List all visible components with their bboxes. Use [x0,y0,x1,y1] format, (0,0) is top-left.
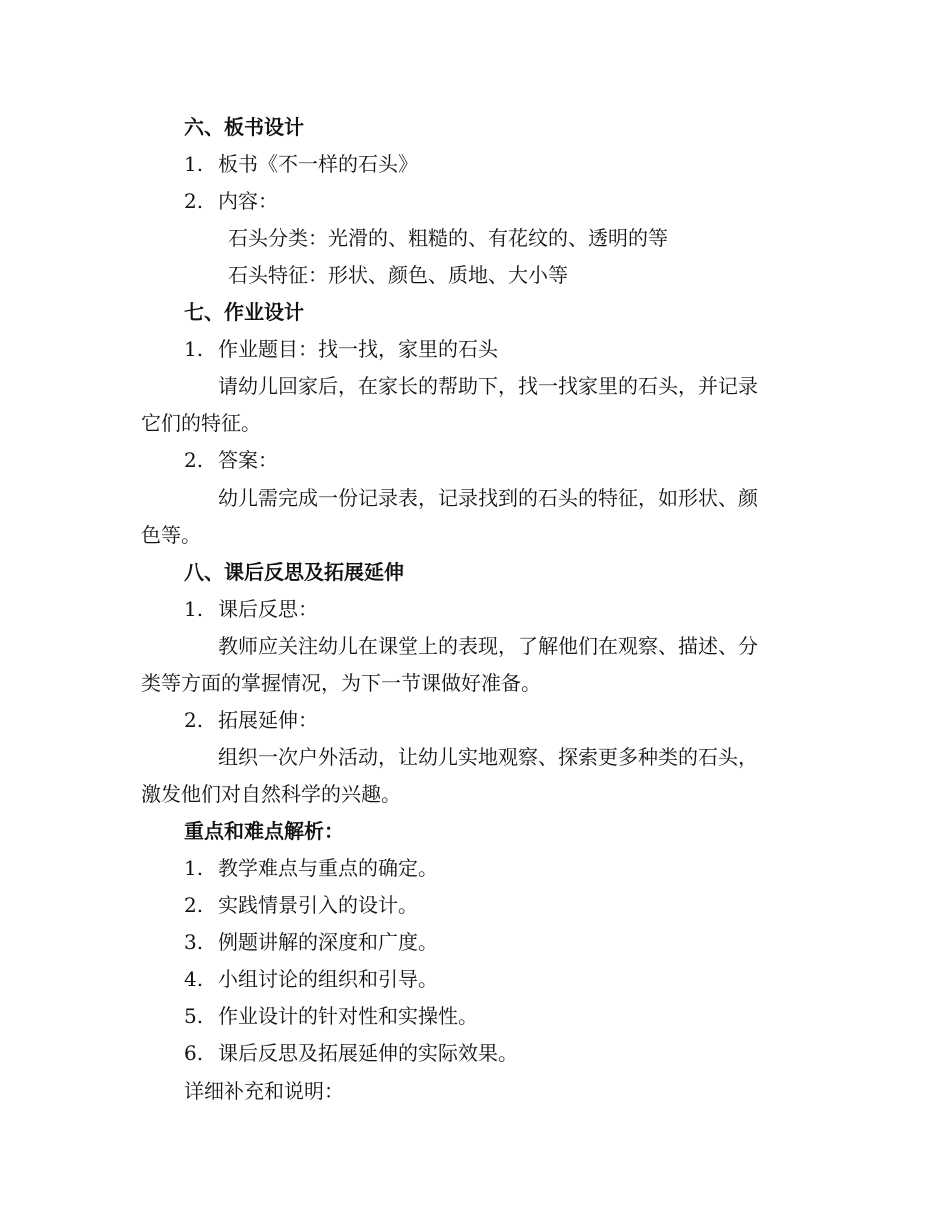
list-item [184,929,438,955]
list-number: 5. [184,1004,204,1028]
list-number: 1. [184,597,204,621]
list-item [184,1003,478,1029]
list-number: 1. [184,152,204,176]
list-number: 6. [184,1041,204,1065]
section-heading-7: 七、作业设计 [184,300,304,324]
list-text: 答案： [218,448,278,472]
paragraph-line: 教师应关注幼儿在课堂上的表现，了解他们在观察、描述、分 [218,634,758,658]
paragraph-line: 组织一次户外活动，让幼儿实地观察、探索更多种类的石头， [218,745,758,769]
list-text: 板书《不一样的石头》 [218,152,418,176]
list-number: 2. [184,448,204,472]
section-heading-6: 六、板书设计 [184,115,304,139]
section-heading-8: 八、课后反思及拓展延伸 [184,560,404,584]
list-text: 教学难点与重点的确定。 [218,856,438,880]
list-item [184,151,418,177]
list-text: 作业题目：找一找，家里的石头 [218,337,498,361]
paragraph-line: 石头特征：形状、颜色、质地、大小等 [228,263,568,287]
list-text: 课后反思： [218,597,318,621]
paragraph-line: 石头分类：光滑的、粗糙的、有花纹的、透明的等 [228,226,668,250]
paragraph-line: 它们的特征。 [141,411,261,435]
list-item [184,966,438,992]
list-number: 1. [184,856,204,880]
list-text: 实践情景引入的设计。 [218,893,418,917]
list-item [184,596,318,622]
list-number: 2. [184,708,204,732]
list-item [184,1040,518,1066]
list-text: 课后反思及拓展延伸的实际效果。 [218,1041,518,1065]
paragraph-line: 类等方面的掌握情况，为下一节课做好准备。 [141,671,541,695]
list-text: 小组讨论的组织和引导。 [218,967,438,991]
list-item [184,447,278,473]
list-item [184,336,498,362]
paragraph-line: 激发他们对自然科学的兴趣。 [141,782,401,806]
list-item [184,707,318,733]
list-number: 4. [184,967,204,991]
list-number: 1. [184,337,204,361]
list-number: 3. [184,930,204,954]
paragraph-line: 请幼儿回家后，在家长的帮助下，找一找家里的石头，并记录 [218,374,758,398]
list-number: 2. [184,893,204,917]
list-text: 例题讲解的深度和广度。 [218,930,438,954]
list-item [184,855,438,881]
list-number: 2. [184,189,204,213]
list-item [184,892,418,918]
paragraph-line: 幼儿需完成一份记录表，记录找到的石头的特征，如形状、颜 [218,486,758,510]
list-item [184,188,278,214]
closing-line: 详细补充和说明： [184,1079,344,1103]
list-text: 作业设计的针对性和实操性。 [218,1004,478,1028]
paragraph-line: 色等。 [141,523,201,547]
analysis-heading: 重点和难点解析： [184,819,344,843]
list-text: 拓展延伸： [218,708,318,732]
list-text: 内容： [218,189,278,213]
